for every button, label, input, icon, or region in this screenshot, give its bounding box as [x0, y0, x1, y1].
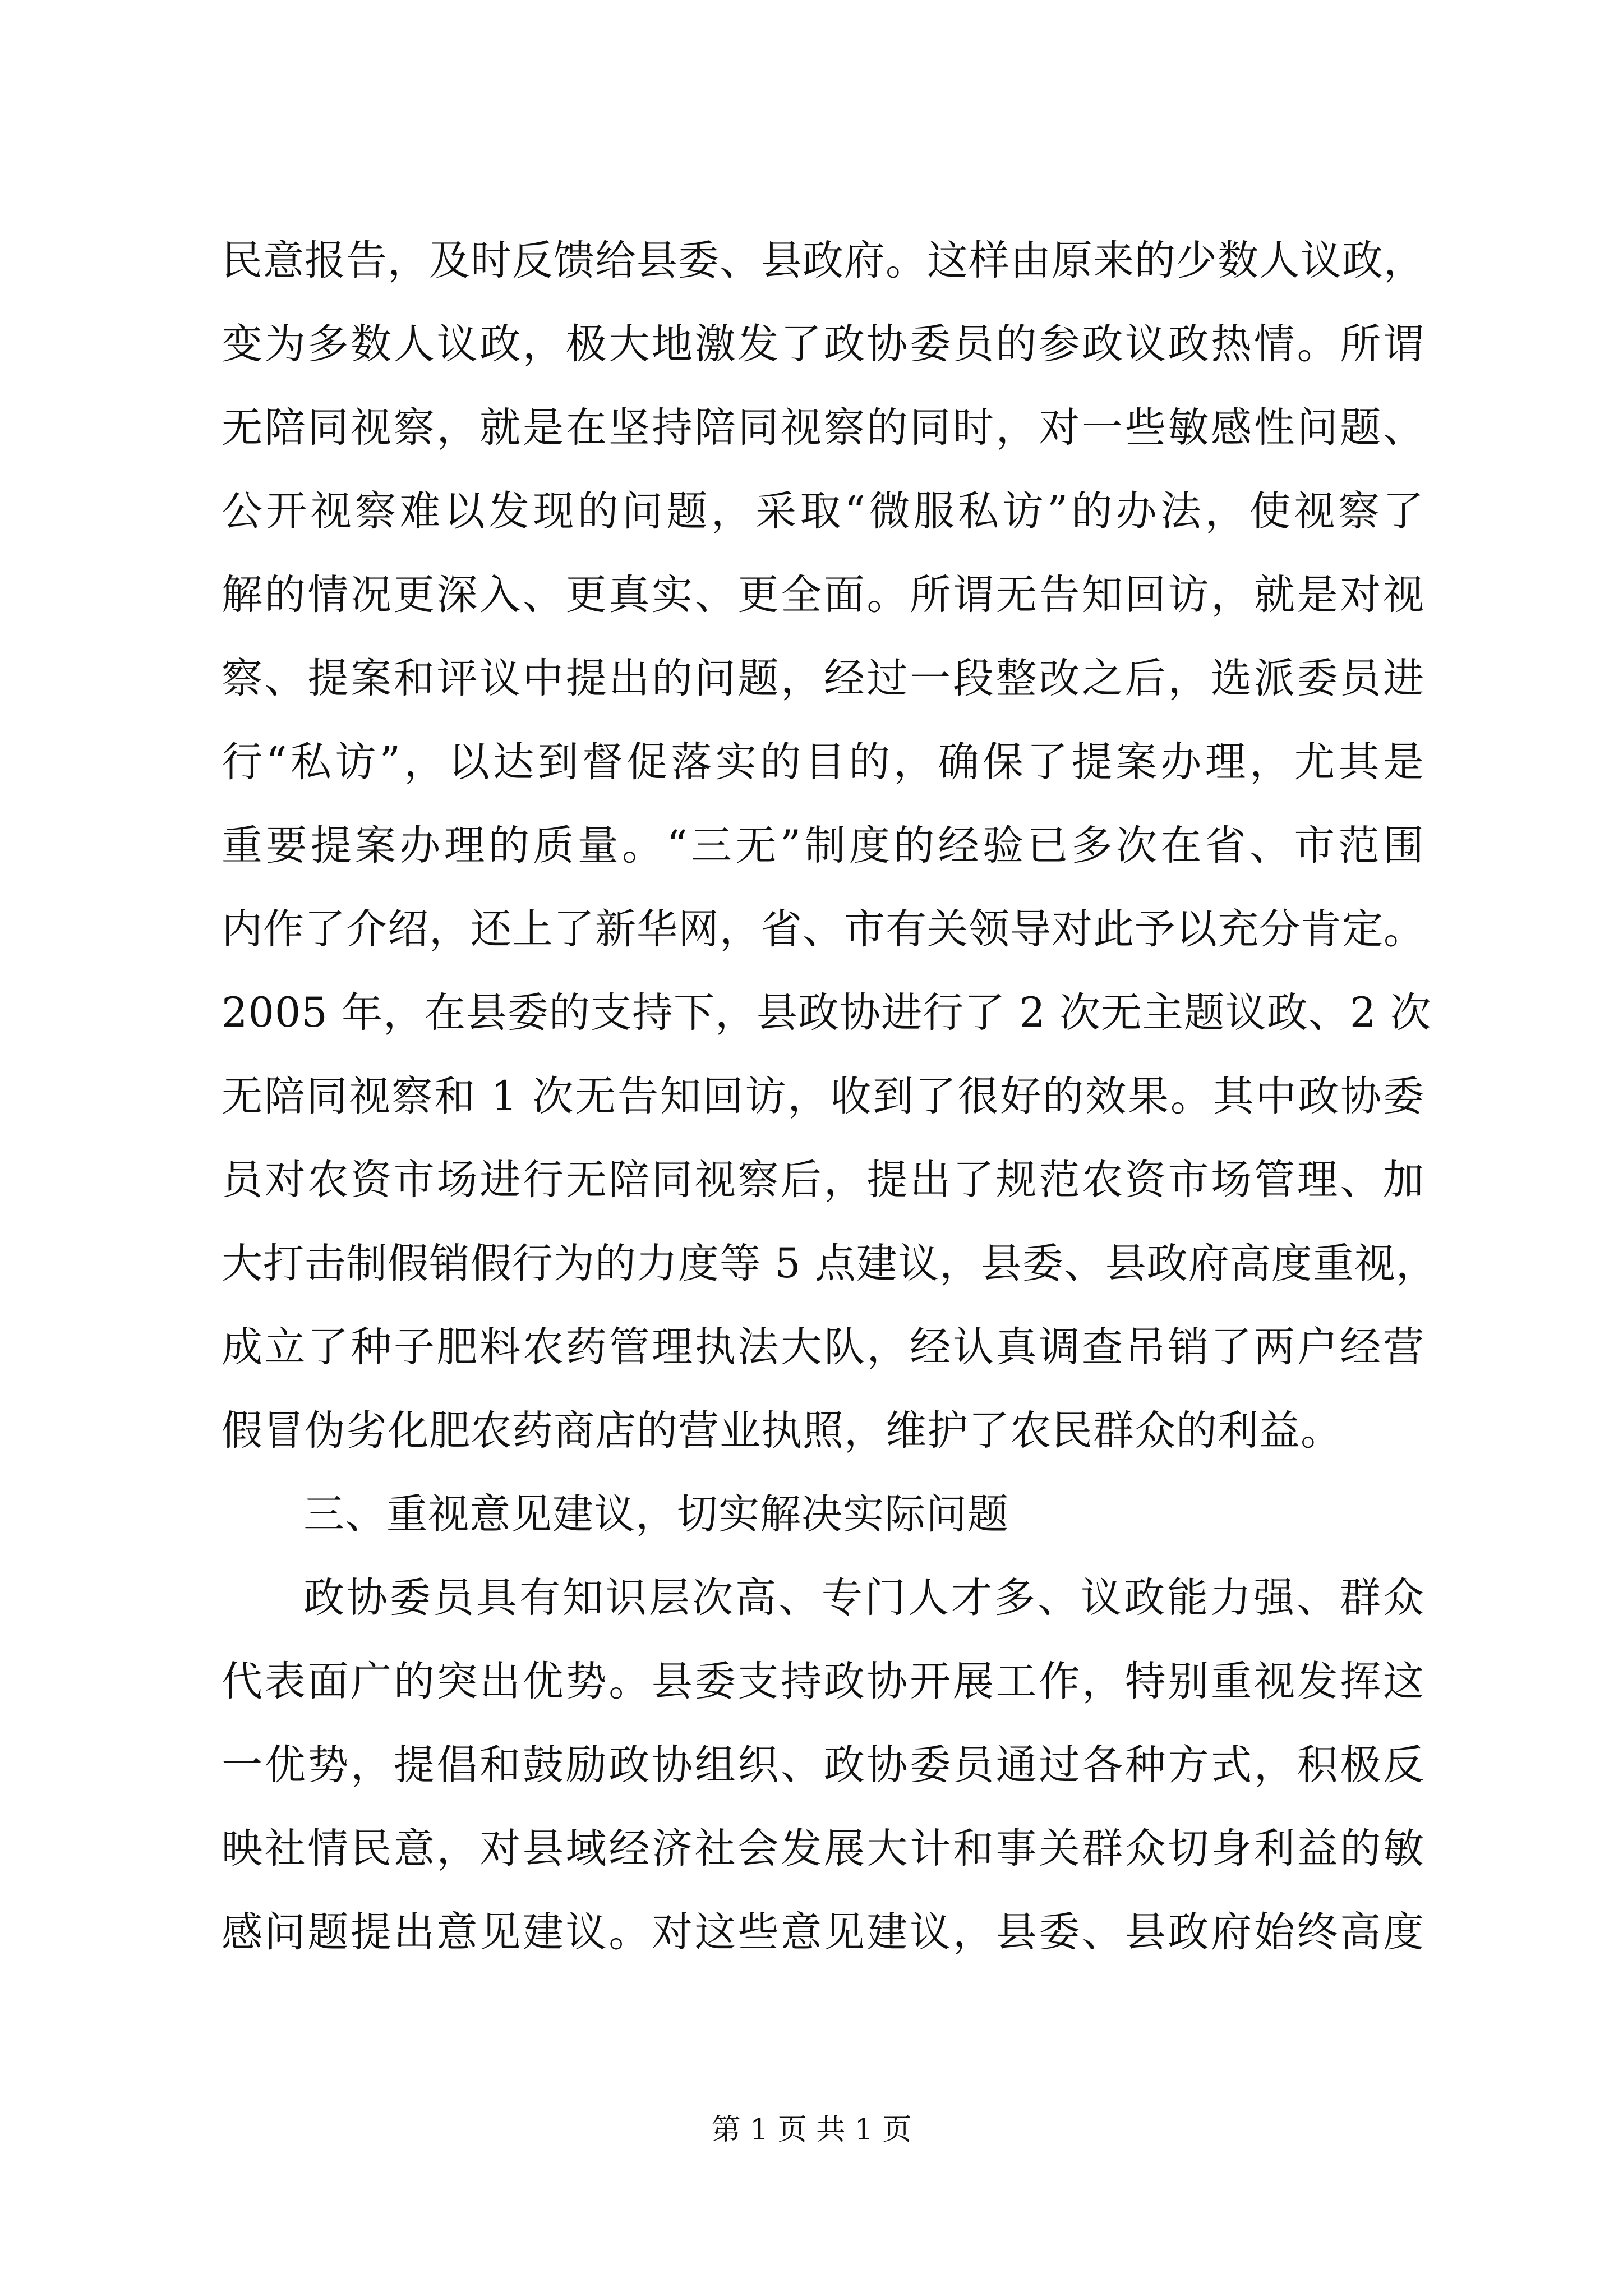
- text-line: 变为多数人议政，极大地激发了政协委员的参政议政热情。所谓: [222, 320, 1424, 368]
- text-line: 内作了介绍，还上了新华网，省、市有关领导对此予以充分肯定。: [222, 905, 1425, 953]
- text-line: 假冒伪劣化肥农药商店的营业执照，维护了农民群众的利益。: [222, 1407, 1342, 1455]
- text-line: 无陪同视察和 1 次无告知回访，收到了很好的效果。其中政协委: [222, 1073, 1424, 1120]
- text-line: 代表面广的突出优势。县委支持政协开展工作，特别重视发挥这: [222, 1658, 1424, 1705]
- text-line: 2005 年，在县委的支持下，县政协进行了 2 次无主题议政、2 次: [222, 989, 1432, 1037]
- text-line: 重要提案办理的质量。“三无”制度的经验已多次在省、市范围: [222, 822, 1424, 869]
- text-line: 行“私访”，以达到督促落实的目的，确保了提案办理，尤其是: [222, 738, 1424, 786]
- text-line: 感问题提出意见建议。对这些意见建议，县委、县政府始终高度: [222, 1908, 1424, 1956]
- text-line: 一优势，提倡和鼓励政协组织、政协委员通过各种方式，积极反: [222, 1741, 1424, 1789]
- text-line: 解的情况更深入、更真实、更全面。所谓无告知回访，就是对视: [222, 571, 1424, 619]
- text-line: 民意报告，及时反馈给县委、县政府。这样由原来的少数人议政，: [222, 237, 1425, 284]
- text-line: 映社情民意，对县域经济社会发展大计和事关群众切身利益的敏: [222, 1825, 1424, 1872]
- text-line: 察、提案和评议中提出的问题，经过一段整改之后，选派委员进: [222, 655, 1424, 702]
- text-line: 政协委员具有知识层次高、专门人才多、议政能力强、群众: [303, 1574, 1424, 1622]
- document-body: [222, 219, 1437, 1974]
- section-heading: 三、重视意见建议，切实解决实际问题: [303, 1490, 1009, 1538]
- text-line: 大打击制假销假行为的力度等 5 点建议，县委、县政府高度重视，: [222, 1240, 1437, 1287]
- text-line: 成立了种子肥料农药管理执法大队，经认真调查吊销了两户经营: [222, 1323, 1424, 1371]
- text-line: 员对农资市场进行无陪同视察后，提出了规范农资市场管理、加: [222, 1156, 1424, 1204]
- text-line: 公开视察难以发现的问题，采取“微服私访”的办法，使视察了: [222, 487, 1424, 535]
- page-footer: [0, 2110, 1623, 2150]
- text-line: 无陪同视察，就是在坚持陪同视察的同时，对一些敏感性问题、: [222, 404, 1424, 452]
- page-number: 第 1 页 共 1 页: [711, 2113, 912, 2147]
